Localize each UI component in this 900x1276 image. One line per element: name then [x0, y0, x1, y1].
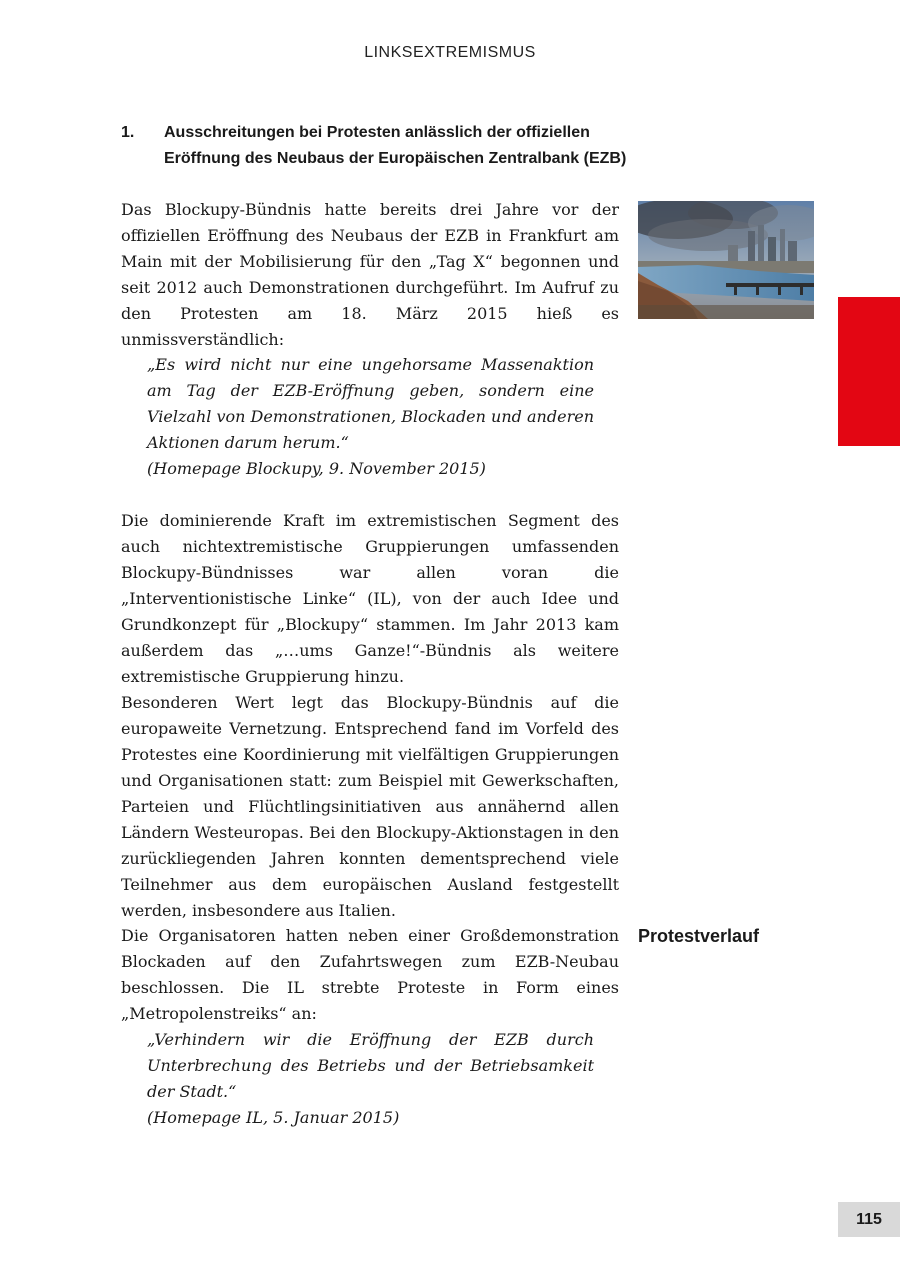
quote-2	[147, 1027, 594, 1131]
quote-1	[147, 352, 594, 482]
quote-2-source: (Homepage IL, 5. Januar 2015)	[147, 1108, 400, 1127]
paragraph-2: Die dominierende Kraft im extremistischen Segment des auch nichtextremistische Gruppierungen umfassenden Blockupy-Bündnisses war allen voran die „Interventionistische Linke“ (IL), von der auch Idee und Grundkonzept für „Blockupy“ stammen. Im Jahr 2013 kam außerdem das „…ums Ganze!“-Bündnis als weitere extremistische Gruppierung hinzu.	[121, 511, 619, 686]
quote-1-text: „Es wird nicht nur eine ungehorsame Massenaktion am Tag der EZB-Eröffnung geben, sondern eine Vielzahl von Demonstrationen, Blockaden und anderen Aktionen darum herum.“	[147, 355, 594, 452]
running-head: LINKSEXTREMISMUS	[364, 44, 536, 61]
section-number: 1.	[121, 124, 135, 141]
protest-skyline-photo	[638, 201, 814, 319]
paragraph-4: Die Organisatoren hatten neben einer Großdemonstration Blockaden auf den Zufahrtswegen zum EZB-Neubau beschlossen. Die IL strebte Proteste in Form eines „Metropolenstreiks“ an:	[121, 926, 619, 1023]
section-title: Ausschreitungen bei Protesten anlässlich der offiziellen Eröffnung des Neubaus der Europäischen Zentralbank (EZB)	[164, 124, 627, 167]
margin-label-protestverlauf: Protestverlauf	[638, 926, 760, 946]
section-heading	[121, 120, 641, 172]
quote-1-source: (Homepage Blockupy, 9. November 2015)	[147, 459, 486, 478]
chapter-tab	[838, 297, 900, 446]
paragraph-1: Das Blockupy-Bündnis hatte bereits drei Jahre vor der offiziellen Eröffnung des Neubaus der EZB in Frankfurt am Main mit der Mobilisierung für den „Tag X“ begonnen und seit 2012 auch Demonstrationen durchgeführt. Im Aufruf zu den Protesten am 18. März 2015 hieß es unmissverständlich:	[121, 200, 619, 349]
quote-2-text: „Verhindern wir die Eröffnung der EZB durch Unterbrechung des Betriebs und der Betriebsamkeit der Stadt.“	[147, 1030, 594, 1101]
page-number: 115	[838, 1202, 900, 1237]
paragraph-3: Besonderen Wert legt das Blockupy-Bündnis auf die europaweite Vernetzung. Entsprechend fand im Vorfeld des Protestes eine Koordinierung mit vielfältigen Gruppierungen und Organisationen statt: zum Beispiel mit Gewerkschaften, Parteien und Flüchtlingsinitiativen aus annähernd allen Ländern Westeuropas. Bei den Blockupy-Aktionstagen in den zurückliegenden Jahren konnten dementsprechend viele Teilnehmer aus dem europäischen Ausland festgestellt werden, insbesondere aus Italien.	[121, 693, 619, 920]
